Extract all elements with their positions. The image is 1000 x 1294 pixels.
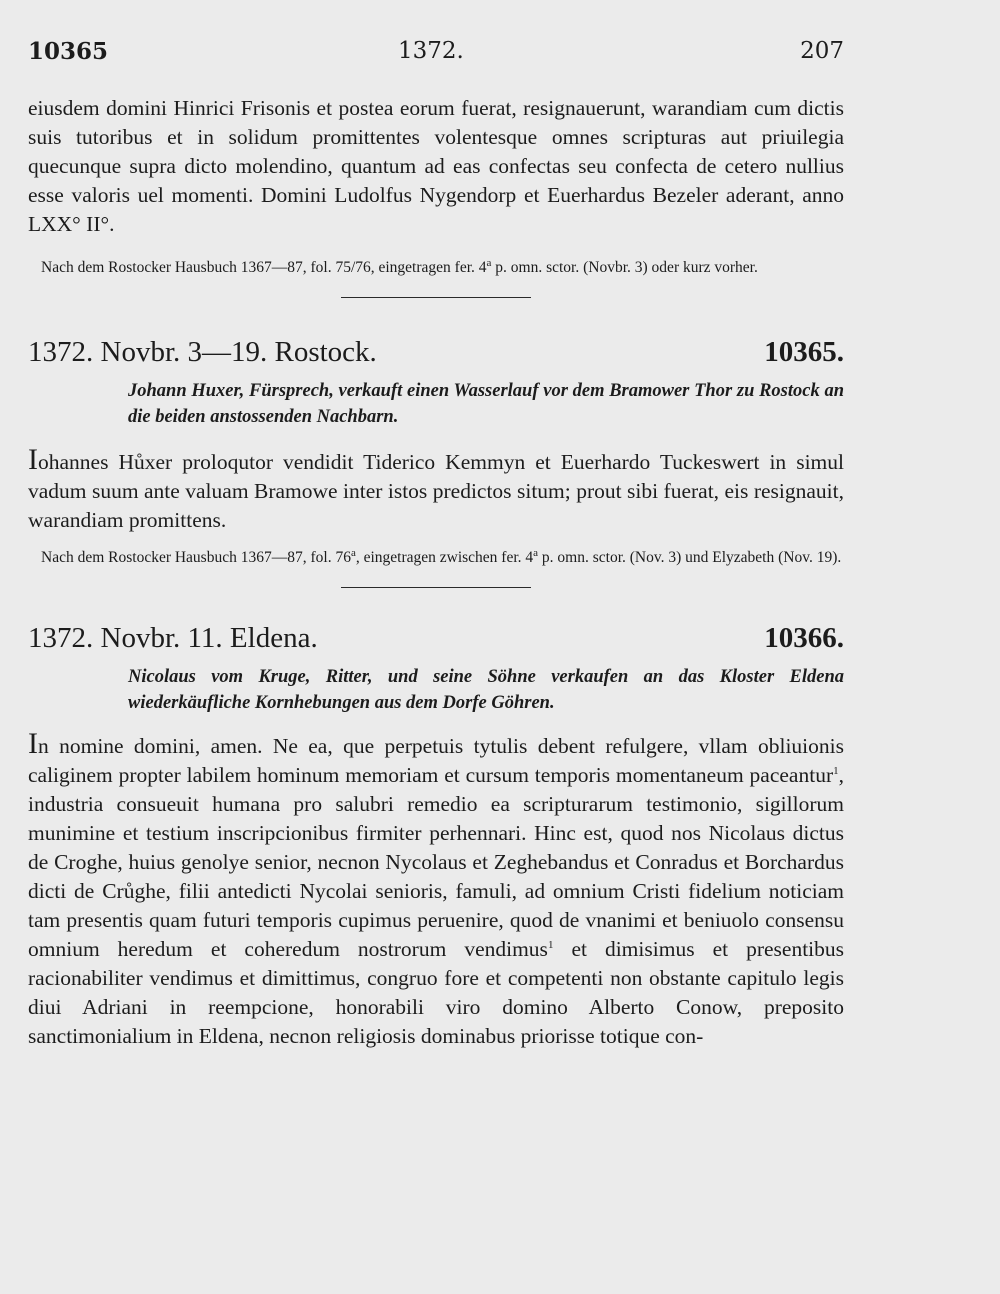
header-year: 1372.	[398, 38, 464, 64]
header-doc-number: 10365	[28, 38, 109, 65]
charter-number: 10366.	[764, 622, 844, 654]
charter-date-place: 1372. Novbr. 3—19. Rostock.	[28, 336, 377, 368]
source-note-10364: Nach dem Rostocker Hausbuch 1367—87, fol. 75/76, eingetragen fer. 4$^a$ p. omn. sctor. (Novbr. 3) oder kurz vorher.	[41, 256, 758, 276]
charter-body-10366: In nomine domini, amen. Ne ea, que perpetuis tytulis debent refulgere, vllam obliuionis caliginem propter labilem hominum memoriam et cursum temporis momentaneum paceantur$^1$, industria consueuit humana pro salubri remedio ea scripturarum testimonio, sigillorum munimine et testium inscripcionibus firmiter perhennari. Hinc est, quod nos Nicolaus dictus de Croghe, huius genolye senior, necnon Nycolaus et Zeghebandus et Conradus et Borchardus dicti de Crůghe, filii antedicti Nycolai senioris, famuli, ad omnium Cristi fidelium noticiam tam presentis quam futuri temporis cupimus peruenire, quod de vnanimi et beniuolo consensu omnium heredum et coheredum nostrorum vendimus$^1$ et dimisimus et presentibus racionabiliter vendimus et dimittimus, congruo fore et competenti non obstante capitulo legis diui Adriani in reempcione, honorabili viro domino Alberto Conow, preposito sanctimonialium in Eldena, necnon religiosis dominabus priorisse totique con-	[28, 727, 845, 1048]
section-divider	[341, 297, 531, 298]
charter-heading-10365	[28, 336, 844, 376]
page-content	[28, 94, 844, 1051]
charter-number: 10365.	[764, 336, 844, 368]
charter-body-10365: Iohannes Hůxer proloqutor vendidit Tiderico Kemmyn et Euerhardo Tuckeswert in simul vadum suum ante valuam Bramowe inter istos predictos situm; prout sibi fuerat, eis resignauit, warandiam promittens.	[28, 443, 844, 532]
initial-letter: I	[28, 443, 38, 476]
section-divider	[341, 587, 531, 588]
continued-text: eiusdem domini Hinrici Frisonis et postea eorum fuerat, resignauerunt, warandiam cum dictis suis tutoribus et in solidum promittentes volentesque omnes scripturas aut priuilegia quecunque supra dicto molendino, quantum ad eas confectas seu confecta de cetero nullius esse valoris uel momenti. Domini Ludolfus Nygendorp et Euerhardus Bezeler aderant, anno LXX° II°.	[28, 96, 844, 236]
charter-summary-10365: Johann Huxer, Fürsprech, verkauft einen Wasserlauf vor dem Bramower Thor zu Rostock an die beiden anstossenden Nachbarn.	[128, 381, 844, 427]
charter-summary-10366: Nicolaus vom Kruge, Ritter, und seine Söhne verkaufen an das Kloster Eldena wiederkäufliche Kornhebungen aus dem Dorfe Göhren.	[128, 667, 844, 713]
source-note-10365: Nach dem Rostocker Hausbuch 1367—87, fol. 76$^a$, eingetragen zwischen fer. 4$^a$ p. omn. sctor. (Nov. 3) und Elyzabeth (Nov. 19).	[41, 546, 842, 566]
initial-letter: I	[28, 727, 38, 760]
header-page-number: 207	[800, 38, 844, 64]
charter-date-place: 1372. Novbr. 11. Eldena.	[28, 622, 318, 654]
charter-heading-10366	[28, 622, 844, 662]
